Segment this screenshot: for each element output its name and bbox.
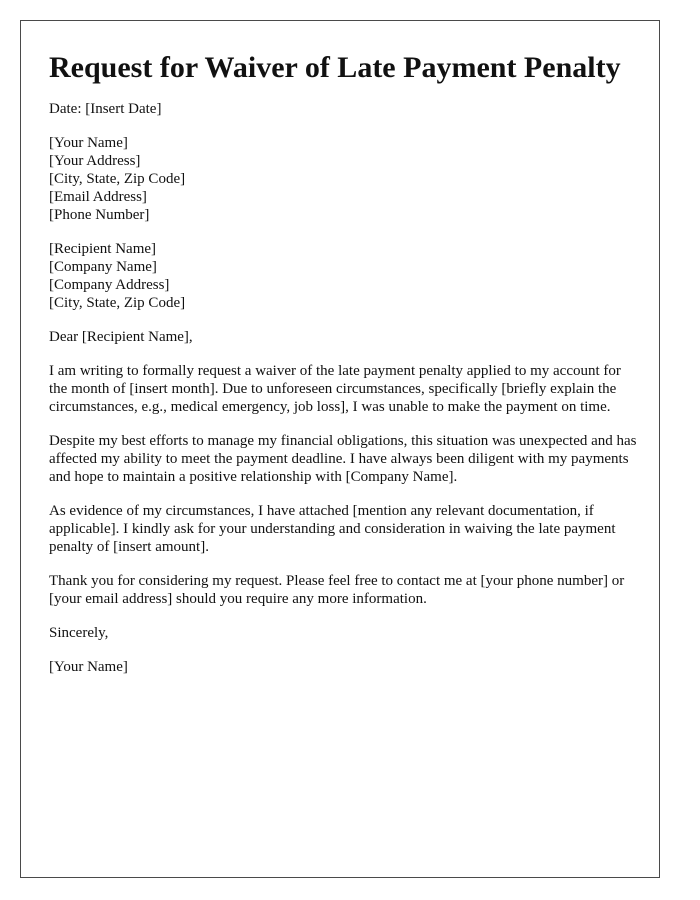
sender-city-state-zip: [City, State, Zip Code] [49,171,186,187]
recipient-address-block [49,240,639,312]
sender-name: [Your Name] [49,135,128,151]
body-paragraph-4: Thank you for considering my request. Please feel free to contact me at [your phone number] or [your email address] should you require any more information. [49,573,625,607]
recipient-company: [Company Name] [49,259,157,275]
sender-address: [Your Address] [49,153,141,169]
sender-phone: [Phone Number] [49,207,150,223]
closing: Sincerely, [49,625,109,641]
letter-title: Request for Waiver of Late Payment Penalty [49,51,621,84]
letter-content [49,49,639,692]
body-paragraph-2: Despite my best efforts to manage my financial obligations, this situation was unexpected and has affected my ability to meet the payment deadline. I have always been diligent with my payments and hope to maintain a positive relationship with [Company Name]. [49,433,637,485]
salutation: Dear [Recipient Name], [49,329,193,345]
letter-page [20,20,660,878]
sender-email: [Email Address] [49,189,147,205]
signature: [Your Name] [49,659,128,675]
recipient-name: [Recipient Name] [49,241,157,257]
date-line: Date: [Insert Date] [49,101,162,117]
body-paragraph-1: I am writing to formally request a waiver of the late payment penalty applied to my account for the month of [insert month]. Due to unforeseen circumstances, specifically [briefly explain the circumstances, e.g., medical emergency, job loss], I was unable to make the payment on time. [49,363,621,415]
recipient-company-address: [Company Address] [49,277,170,293]
body-paragraph-3: As evidence of my circumstances, I have attached [mention any relevant documentation, if applicable]. I kindly ask for your understanding and consideration in waiving the late payment penalty of [insert amount]. [49,503,616,555]
recipient-city-state-zip: [City, State, Zip Code] [49,295,186,311]
sender-address-block [49,134,639,224]
